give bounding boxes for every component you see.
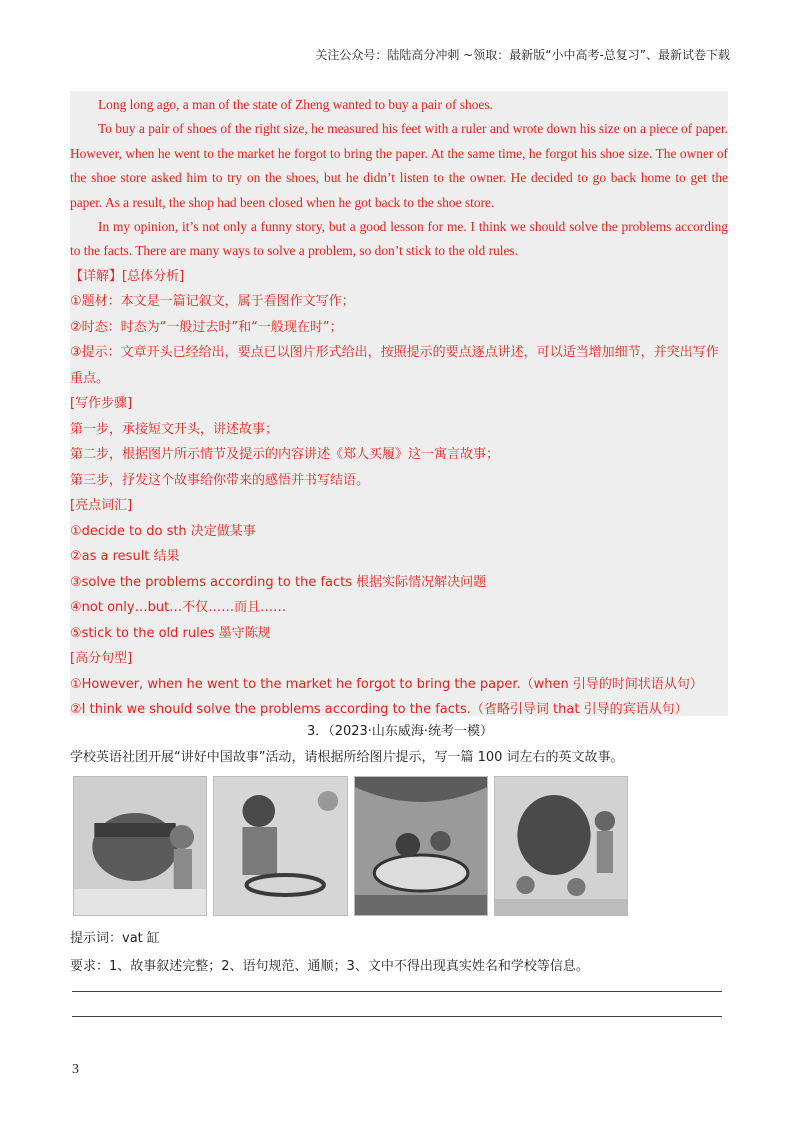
story-picture-4	[494, 776, 628, 916]
step-item: 第三步，抒发这个故事给你带来的感悟并书写结语。	[70, 472, 370, 488]
page-header: 关注公众号：陆陆高分冲刺 ~领取：最新版“小中高考-总复习”、最新试卷下载	[315, 48, 730, 62]
sentence-item: ②I think we should solve the problems according to the facts.（省略引导词 that 引导的宾语从句）	[70, 702, 688, 718]
steps-heading: [写作步骤]	[70, 396, 133, 412]
explain-heading: 【详解】[总体分析]	[70, 268, 185, 284]
requirements: 要求：1、故事叙述完整；2、语句规范、通顺；3、文中不得出现真实姓名和学校等信息。	[70, 959, 589, 974]
vocab-item: ③solve the problems according to the facts 根据实际情况解决问题	[70, 574, 487, 590]
vocab-item: ①decide to do sth 决定做某事	[70, 523, 256, 539]
vocab-item: ②as a result 结果	[70, 549, 180, 565]
story-picture-2	[213, 776, 347, 916]
essay-paragraph-2: To buy a pair of shoes of the right size, he measured his feet with a ruler and wrote down his size on a piece of paper. However, when he went to the market he forgot to bring the paper. At the same time, he forgot his shoe size. The owner of the shoe store asked him to try on the shoes, but he didn’t listen to the owner. He decided to go back home to get the paper. As a result, the shop had been closed when he got back to the shoe store.	[70, 121, 728, 210]
essay-paragraph-1: Long long ago, a man of the state of Zheng wanted to buy a pair of shoes.	[98, 97, 493, 112]
hint-word: 提示词：vat 缸	[70, 931, 160, 946]
vocab-heading: [亮点词汇]	[70, 498, 133, 514]
story-picture-1	[73, 776, 207, 916]
step-item: 第一步，承接短文开头，讲述故事；	[70, 421, 279, 437]
vocab-item: ④not only…but…不仅……而且……	[70, 600, 287, 616]
question-number: 3．（2023·山东威海·统考一模）	[306, 724, 494, 739]
analysis-item: ③提示：文章开头已经给出，要点已以图片形式给出，按照提示的要点逐点讲述，可以适当增加细节，并突出写作重点。	[70, 345, 719, 386]
sentence-heading: [高分句型]	[70, 651, 133, 667]
answer-section	[70, 91, 728, 716]
analysis-item: ②时态：时态为“一般过去时”和“一般现在时”；	[70, 319, 343, 335]
analysis-item: ①题材：本文是一篇记叙文，属于看图作文写作；	[70, 294, 355, 310]
question-prompt: 学校英语社团开展“讲好中国故事”活动，请根据所给图片提示，写一篇 100 词左右的英文故事。	[70, 750, 624, 765]
sentence-item: ①However, when he went to the market he forgot to bring the paper.（when 引导的时间状语从句）	[70, 676, 703, 692]
essay-paragraph-3: In my opinion, it’s not only a funny story, but a good lesson for me. I think we should solve the problems according to the facts. There are many ways to solve a problem, so don’t stick to the old rules.	[70, 219, 728, 259]
page-number: 3	[72, 1062, 79, 1077]
step-item: 第二步，根据图片所示情节及提示的内容讲述《郑人买履》这一寓言故事；	[70, 447, 500, 463]
story-picture-3	[354, 776, 488, 916]
answer-line	[72, 991, 722, 992]
story-pictures	[73, 776, 628, 914]
vocab-item: ⑤stick to the old rules 墨守陈规	[70, 625, 271, 641]
answer-line	[72, 1016, 722, 1017]
